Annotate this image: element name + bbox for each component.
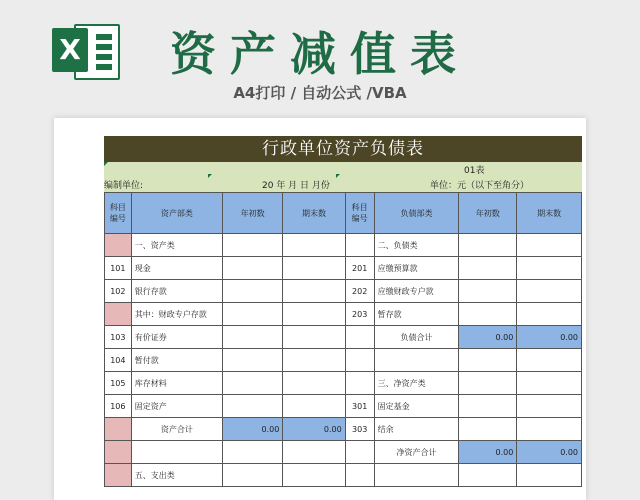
table-cell[interactable] (374, 349, 459, 372)
table-cell[interactable]: 固定资产 (131, 395, 222, 418)
table-cell[interactable]: 暂付款 (131, 349, 222, 372)
table-cell[interactable]: 203 (345, 303, 374, 326)
banner (0, 0, 640, 118)
org-label[interactable]: 编制单位: (104, 181, 144, 191)
table-cell[interactable] (517, 234, 582, 257)
table-cell[interactable]: 银行存款 (131, 280, 222, 303)
table-cell[interactable] (459, 257, 517, 280)
table-row (105, 395, 582, 418)
table-cell[interactable] (223, 280, 283, 303)
table-cell[interactable] (459, 234, 517, 257)
form-number: 01表 (464, 166, 485, 176)
excel-logo-letter: X (52, 28, 88, 72)
table-cell[interactable] (223, 234, 283, 257)
table-cell[interactable] (459, 349, 517, 372)
table-cell[interactable] (283, 464, 345, 487)
table-cell[interactable]: 0.00 (517, 441, 582, 464)
table-cell[interactable]: 一、资产类 (131, 234, 222, 257)
table-cell[interactable] (345, 372, 374, 395)
table-cell[interactable]: 101 (105, 257, 132, 280)
table-row (105, 326, 582, 349)
table-cell[interactable] (517, 349, 582, 372)
table-row (105, 464, 582, 487)
table-cell[interactable]: 201 (345, 257, 374, 280)
unit-label: 单位：元（以下至角分） (430, 181, 530, 191)
col-liability: 负债部类 (374, 193, 459, 234)
table-cell[interactable] (223, 441, 283, 464)
table-cell[interactable]: 102 (105, 280, 132, 303)
table-cell[interactable]: 应缴预算款 (374, 257, 459, 280)
table-cell[interactable]: 106 (105, 395, 132, 418)
sheet-info-bar (104, 162, 582, 192)
table-cell[interactable]: 固定基金 (374, 395, 459, 418)
table-row (105, 418, 582, 441)
table-cell[interactable]: 二、负债类 (374, 234, 459, 257)
table-cell[interactable] (283, 303, 345, 326)
table-row (105, 303, 582, 326)
table-cell[interactable] (105, 441, 132, 464)
table-cell[interactable] (283, 234, 345, 257)
table-cell[interactable] (517, 372, 582, 395)
table-cell[interactable] (459, 303, 517, 326)
col-asset: 资产部类 (131, 193, 222, 234)
table-cell[interactable] (105, 234, 132, 257)
table-cell[interactable] (131, 441, 222, 464)
table-cell[interactable]: 有价证券 (131, 326, 222, 349)
table-row (105, 234, 582, 257)
col-begin2: 年初数 (459, 193, 517, 234)
page-title: 资产减值表 (170, 27, 470, 81)
table-cell[interactable] (223, 464, 283, 487)
col-code: 科目编号 (105, 193, 132, 234)
table-row (105, 257, 582, 280)
table-cell[interactable]: 0.00 (283, 418, 345, 441)
table-cell[interactable] (517, 418, 582, 441)
table-cell[interactable]: 0.00 (223, 418, 283, 441)
table-cell[interactable]: 暂存款 (374, 303, 459, 326)
table-cell[interactable] (345, 326, 374, 349)
table-cell[interactable] (105, 418, 132, 441)
table-cell[interactable] (283, 326, 345, 349)
table-cell[interactable] (283, 441, 345, 464)
table-cell[interactable] (283, 257, 345, 280)
table-cell[interactable]: 0.00 (459, 441, 517, 464)
table-cell[interactable] (283, 372, 345, 395)
table-cell[interactable]: 净资产合计 (374, 441, 459, 464)
table-cell[interactable] (374, 464, 459, 487)
table-cell[interactable] (223, 395, 283, 418)
cell-comment-marker (208, 174, 212, 178)
table-cell[interactable] (517, 280, 582, 303)
table-cell[interactable] (345, 349, 374, 372)
table-cell[interactable] (283, 395, 345, 418)
date-label: 20 年 月 日 月份 (262, 181, 330, 191)
table-cell[interactable] (223, 372, 283, 395)
table-cell[interactable]: 库存材料 (131, 372, 222, 395)
col-end: 期末数 (283, 193, 345, 234)
table-cell[interactable] (223, 257, 283, 280)
table-header-row (105, 193, 582, 234)
table-cell[interactable] (517, 303, 582, 326)
table-cell[interactable]: 三、净资产类 (374, 372, 459, 395)
table-cell[interactable]: 103 (105, 326, 132, 349)
table-cell[interactable]: 现金 (131, 257, 222, 280)
spreadsheet (104, 136, 582, 487)
table-cell[interactable]: 0.00 (459, 326, 517, 349)
table-cell[interactable]: 301 (345, 395, 374, 418)
table-cell[interactable] (345, 464, 374, 487)
table-cell[interactable] (223, 326, 283, 349)
table-cell[interactable]: 105 (105, 372, 132, 395)
col-code2: 科目编号 (345, 193, 374, 234)
table-cell[interactable] (283, 349, 345, 372)
table-body (105, 234, 582, 487)
table-cell[interactable] (105, 464, 132, 487)
table-row (105, 372, 582, 395)
table-cell[interactable]: 五、支出类 (131, 464, 222, 487)
table-cell[interactable]: 应缴财政专户款 (374, 280, 459, 303)
table-cell[interactable]: 负债合计 (374, 326, 459, 349)
table-cell[interactable] (459, 464, 517, 487)
excel-icon (52, 22, 118, 78)
table-row (105, 349, 582, 372)
sheet-preview (54, 118, 586, 500)
table-cell[interactable] (517, 257, 582, 280)
table-cell[interactable] (345, 234, 374, 257)
cell-comment-marker (336, 174, 340, 178)
table-cell[interactable]: 结余 (374, 418, 459, 441)
table-cell[interactable] (223, 303, 283, 326)
balance-table (104, 192, 582, 487)
table-cell[interactable]: 202 (345, 280, 374, 303)
table-cell[interactable]: 资产合计 (131, 418, 222, 441)
col-begin: 年初数 (223, 193, 283, 234)
table-cell[interactable] (459, 395, 517, 418)
page-subtitle: A4打印 / 自动公式 /VBA (233, 84, 407, 102)
table-cell[interactable] (223, 349, 283, 372)
table-cell[interactable] (459, 280, 517, 303)
table-cell[interactable] (459, 372, 517, 395)
table-cell[interactable] (459, 418, 517, 441)
table-cell[interactable]: 0.00 (517, 326, 582, 349)
sheet-title: 行政单位资产负债表 (104, 136, 582, 162)
table-cell[interactable]: 104 (105, 349, 132, 372)
col-end2: 期末数 (517, 193, 582, 234)
table-cell[interactable]: 303 (345, 418, 374, 441)
table-cell[interactable]: 其中：财政专户存款 (131, 303, 222, 326)
cell-comment-marker (104, 162, 108, 166)
table-cell[interactable] (283, 280, 345, 303)
table-cell[interactable] (517, 395, 582, 418)
table-row (105, 280, 582, 303)
table-cell[interactable] (105, 303, 132, 326)
table-row (105, 441, 582, 464)
table-cell[interactable] (345, 441, 374, 464)
table-cell[interactable] (517, 464, 582, 487)
